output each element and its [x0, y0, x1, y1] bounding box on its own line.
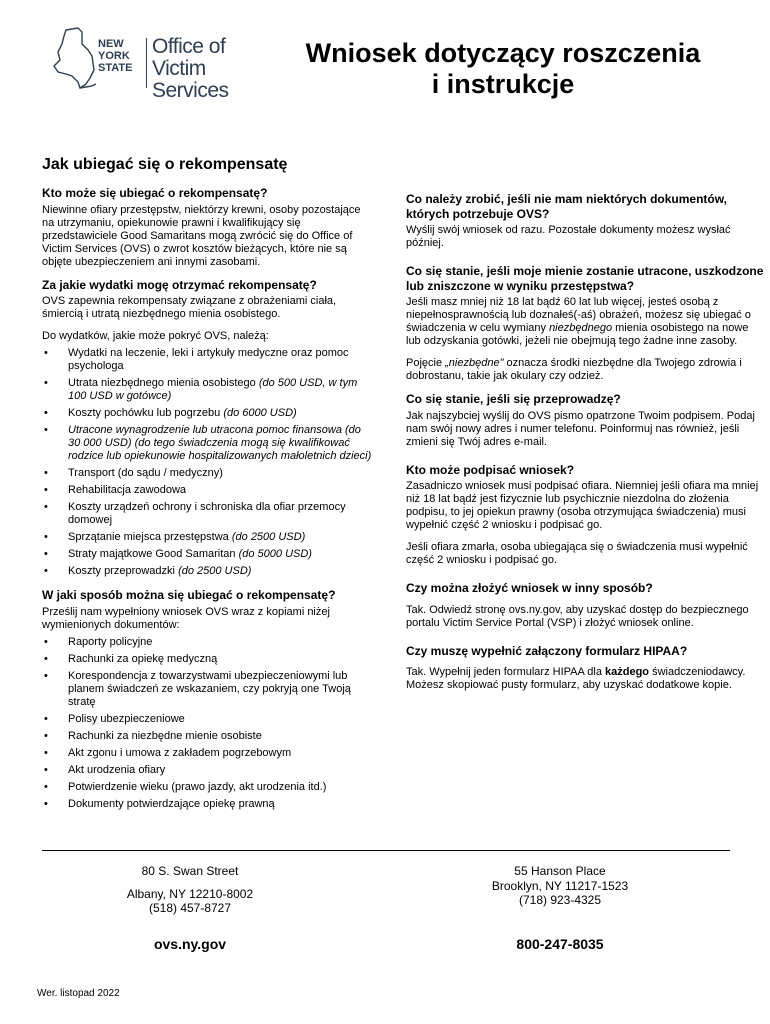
list-item: • Rachunki za opiekę medyczną [42, 653, 372, 666]
website-link[interactable]: ovs.ny.gov [153, 936, 227, 952]
list-item: • Wydatki na leczenie, leki i artykuły medyczne oraz pomoc psychologa [42, 347, 372, 373]
list-item: • Korespondencja z towarzystwami ubezpieczeniowymi lub planem świadczeń ze wskazaniem, czy pokryją one Twoją stratę [42, 670, 372, 709]
albany-address: 80 S. Swan Street Albany, NY 12210-8002 (518) 457-8727 [126, 864, 254, 915]
footer-divider [42, 850, 730, 851]
hotline-number[interactable]: 800-247-8035 [516, 936, 604, 952]
ovs-logo [52, 26, 282, 102]
expenses-text: OVS zapewnia rekompensaty związane z obrażeniami ciała, śmiercią i utratą niezbędnego mienia osobistego. [42, 295, 337, 320]
hipaa-heading: Czy muszę wypełnić załączony formularz HIPAA? [406, 643, 688, 658]
how-text: Prześlij nam wypełniony wniosek OVS wraz z kopiami niżej wymienionych dokumentów: [42, 605, 330, 631]
other-text: Tak. Odwiedź stronę ovs.ny.gov, aby uzyskać dostęp do bezpiecznego portalu Victim Service Portal (VSP) i złożyć wniosek online. [406, 603, 749, 629]
list-item: • Utrata niezbędnego mienia osobistego (do 500 USD, w tym 100 USD w gotówce) [42, 377, 372, 403]
move-heading: Co się stanie, jeśli się przeprowadzę? [406, 392, 621, 406]
new-york-state-map-icon [52, 26, 98, 96]
list-item: • Rachunki za niezbędne mienie osobiste [42, 730, 372, 743]
missing-heading: Co należy zrobić, jeśli nie mam niektórych dokumentów, których potrzebuje OVS? [406, 192, 727, 221]
documents-list [42, 636, 372, 811]
lost-text: Jeśli masz mniej niż 18 lat bądź 60 lat lub więcej, jesteś osobą z niepełnosprawnością lub doznałeś(-aś) obrażeń, możesz się ubiegać o świadczenia w celu wymiany niezbędnego mienia osobistego na nowe lub odzyskania gotówki, jeżeli nie obejmują tego żadne inne zasoby. [406, 296, 751, 347]
list-item: • Polisy ubezpieczeniowe [42, 713, 372, 726]
list-item: • Dokumenty potwierdzające opiekę prawną [42, 798, 372, 811]
left-column [42, 186, 372, 819]
list-item: • Potwierdzenie wieku (prawo jazdy, akt urodzenia itd.) [42, 781, 372, 794]
logo-state-text: NEW YORK STATE [98, 38, 133, 74]
list-item: • Rehabilitacja zawodowa [42, 484, 372, 497]
sign-text: Zasadniczo wniosek musi podpisać ofiara. Niemniej jeśli ofiara ma mniej niż 18 lat bądź jest fizycznie lub psychicznie niezdolna do złożenia podpisu, to jej opiekun prawny (osoba otrzymująca świadczenia) musi wypełnić część 2 wniosku i podpisać go. [406, 480, 759, 531]
expenses-heading: Za jakie wydatki mogę otrzymać rekompensatę? [42, 277, 317, 292]
version-label: Wer. listopad 2022 [37, 988, 120, 999]
list-item: • Koszty pochówku lub pogrzebu (do 6000 USD) [42, 407, 372, 420]
list-item: • Raporty policyjne [42, 636, 372, 649]
brooklyn-address: 55 Hanson Place Brooklyn, NY 11217-1523 (718) 923-4325 [491, 864, 629, 907]
hipaa-text: Tak. Wypełnij jeden formularz HIPAA dla każdego świadczeniodawcy. Możesz skopiować pusty formularz, aby uzyskać dodatkowe kopie. [406, 666, 746, 691]
list-item: • Koszty urządzeń ochrony i schroniska dla ofiar przemocy domowej [42, 501, 372, 527]
expenses-intro: Do wydatków, jakie może pokryć OVS, należą: [42, 330, 269, 342]
list-item: • Utracone wynagrodzenie lub utracona pomoc finansowa (do 30 000 USD) (do tego świadczenia mogą się kwalifikować rodzice lub opiekunowie hospitalizowanych małoletnich dzieci) [42, 424, 372, 463]
page-title: Wniosek dotyczący roszczenia i instrukcje [305, 38, 701, 99]
deceased-text: Jeśli ofiara zmarła, osoba ubiegająca się o świadczenia musi wypełnić część 2 wniosku i podpisać go. [406, 541, 748, 566]
missing-text: Wyślij swój wniosek od razu. Pozostałe dokumenty możesz wysłać później. [406, 224, 731, 249]
move-text: Jak najszybciej wyślij do OVS pismo opatrzone Twoim podpisem. Podaj nam swój nowy adres i numer telefonu. Poinformuj nas również, jeśli zmieni się Twój adres e-mail. [406, 409, 755, 448]
logo-agency-name: Office of Victim Services [152, 35, 229, 102]
logo-divider [146, 38, 147, 88]
expenses-list [42, 347, 372, 578]
list-item: • Sprzątanie miejsca przestępstwa (do 2500 USD) [42, 531, 372, 544]
list-item: • Koszty przeprowadzki (do 2500 USD) [42, 565, 372, 578]
lost-heading: Co się stanie, jeśli moje mienie zostanie utracone, uszkodzone lub zniszczone w wyniku przestępstwa? [406, 264, 764, 293]
sign-heading: Kto może podpisać wniosek? [406, 462, 575, 477]
how-heading: W jaki sposób można się ubiegać o rekompensatę? [42, 588, 336, 602]
right-column [406, 192, 766, 701]
list-item: • Transport (do sądu / medyczny) [42, 467, 372, 480]
list-item: • Straty majątkowe Good Samaritan (do 5000 USD) [42, 548, 372, 561]
essential-text: Pojęcie „niezbędne" oznacza środki niezbędne dla Twojego zdrowia i dobrostanu, takie jak okulary czy odzież. [406, 357, 742, 382]
list-item: • Akt zgonu i umowa z zakładem pogrzebowym [42, 747, 372, 760]
section-heading: Jak ubiegać się o rekompensatę [42, 156, 288, 173]
other-heading: Czy można złożyć wniosek w inny sposób? [406, 581, 653, 595]
list-item: • Akt urodzenia ofiary [42, 764, 372, 777]
who-heading: Kto może się ubiegać o rekompensatę? [42, 186, 268, 200]
who-text: Niewinne ofiary przestępstw, niektórzy krewni, osoby pozostające na utrzymaniu, opiekunowie prawni i kwalifikujący się przedstawiciele Good Samaritans mogą zwrócić się do Office of Victim Services (OVS) o zwrot kosztów bieżących, które nie są objęte ubezpieczeniem ani innymi zasobami. [42, 203, 361, 268]
